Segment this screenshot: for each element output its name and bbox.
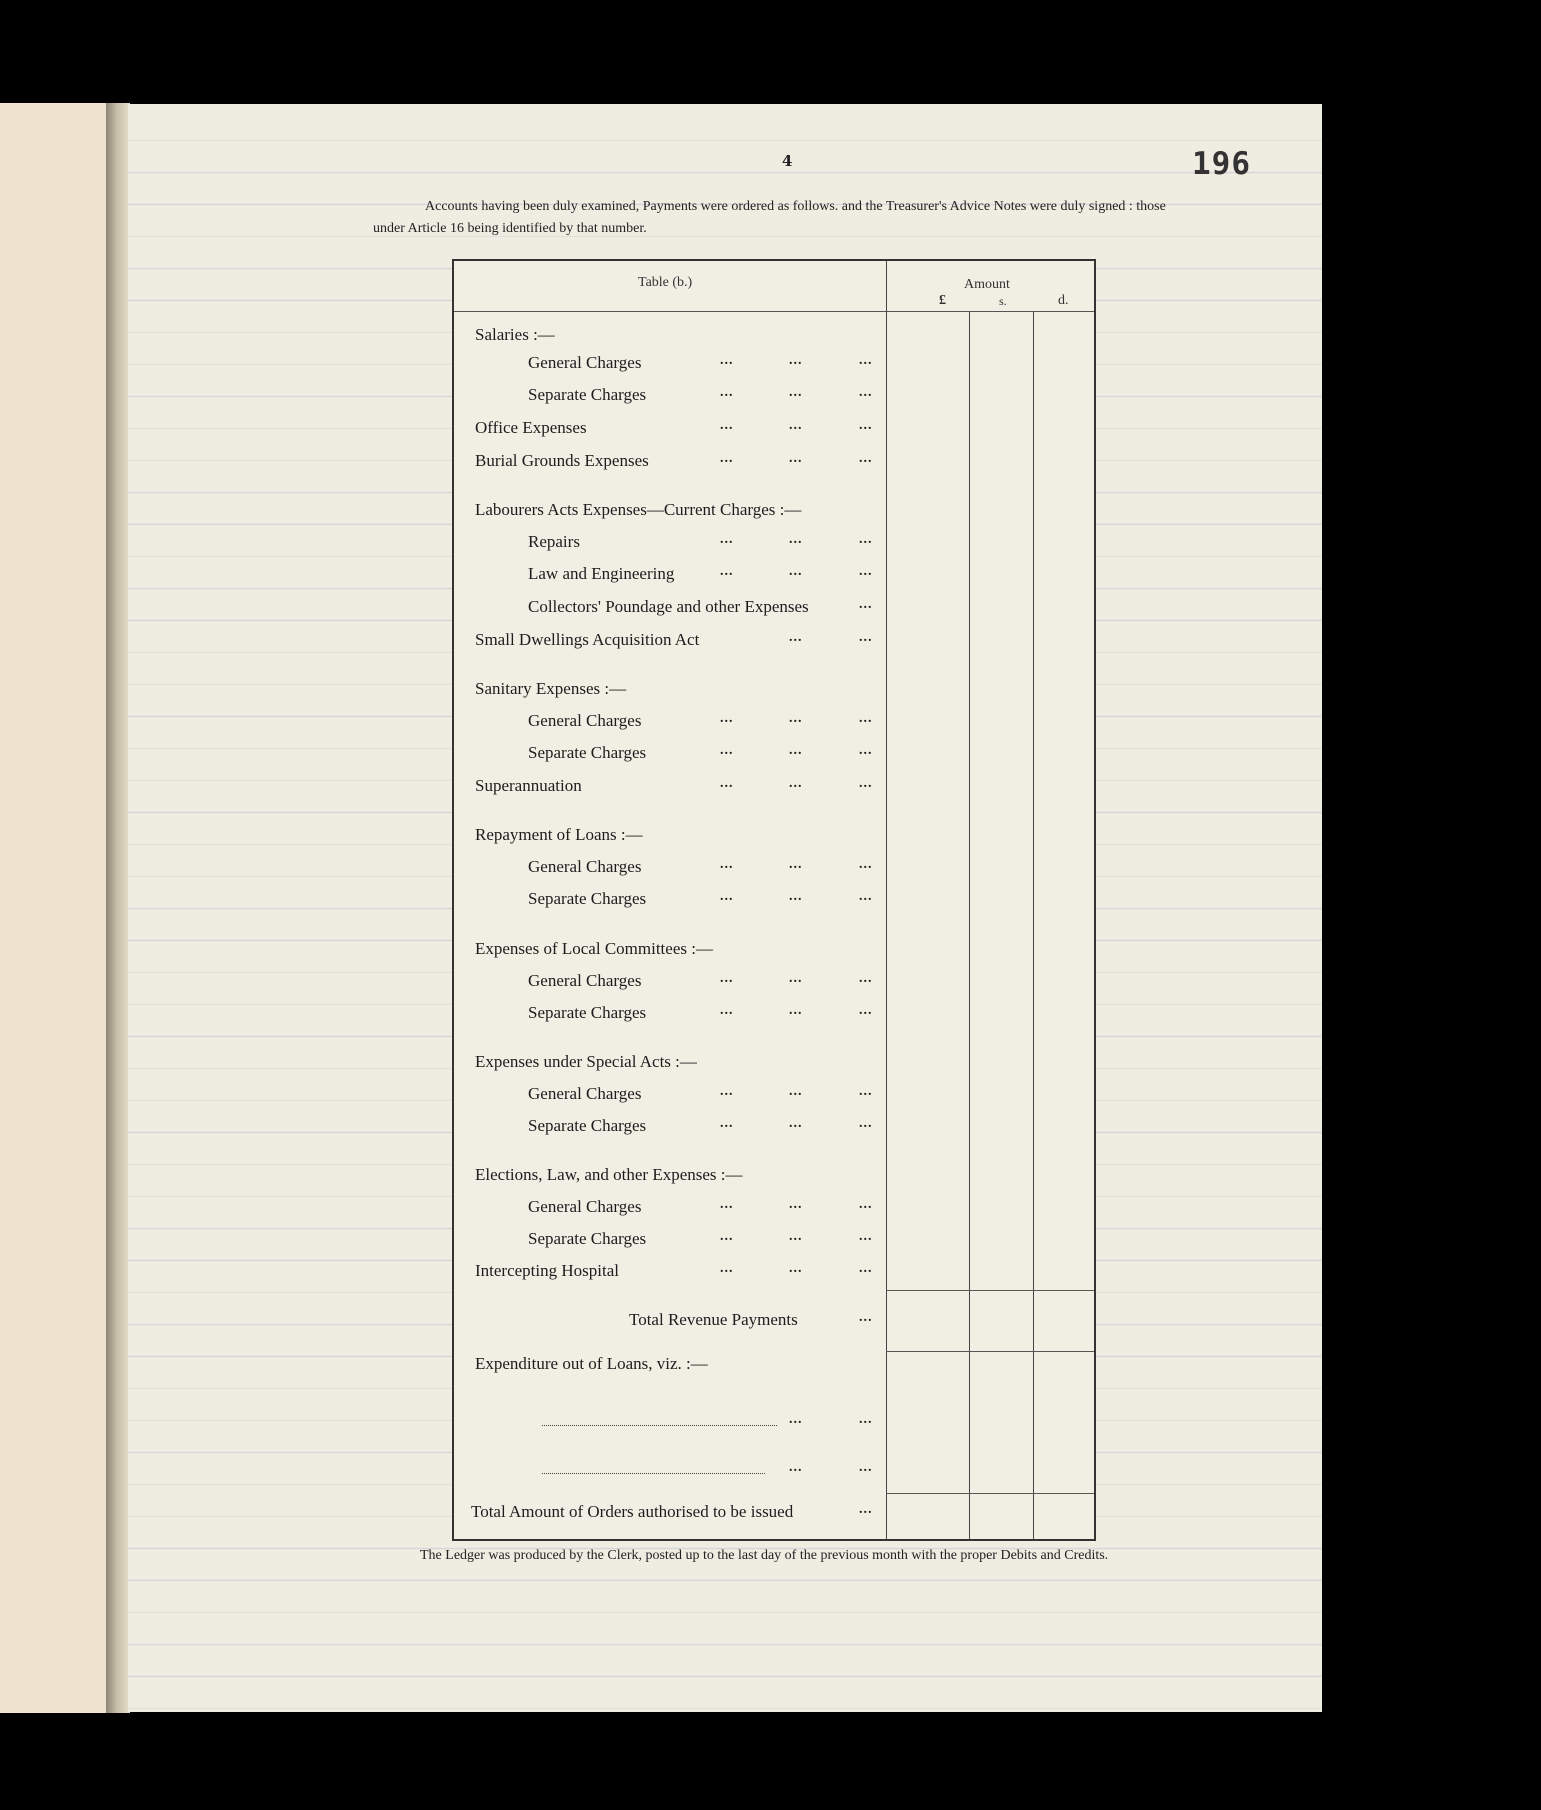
row-label: Superannuation bbox=[475, 776, 582, 795]
row-label: Sanitary Expenses :— bbox=[475, 679, 627, 698]
leader-dots: ... bbox=[789, 1197, 803, 1212]
table-row bbox=[454, 1165, 886, 1189]
row-label: General Charges bbox=[528, 1084, 642, 1103]
row-label: Separate Charges bbox=[528, 385, 647, 404]
table-row bbox=[454, 1261, 886, 1285]
leader-dots: ... bbox=[720, 418, 734, 433]
leader-dots: ... bbox=[859, 857, 873, 872]
table-row bbox=[454, 1197, 886, 1221]
leader-dots: ... bbox=[789, 564, 803, 579]
subtotal-rule-bottom bbox=[886, 1351, 1094, 1352]
leader-dots: ... bbox=[789, 532, 803, 547]
table-row bbox=[454, 451, 886, 475]
leader-dots: ... bbox=[789, 1261, 803, 1276]
closing-paragraph: The Ledger was produced by the Clerk, posted up to the last day of the previous month with the proper Debits and Credits. bbox=[420, 1548, 1109, 1563]
table-row bbox=[454, 385, 886, 409]
row-label: Intercepting Hospital bbox=[475, 1261, 619, 1280]
leader-dots: ... bbox=[859, 1310, 873, 1325]
leader-dots: ... bbox=[720, 971, 734, 986]
leader-dots: ... bbox=[720, 532, 734, 547]
leader-dots: ... bbox=[720, 1084, 734, 1099]
table-row bbox=[454, 1003, 886, 1027]
pounds-shillings-divider bbox=[969, 311, 970, 1539]
leader-dots: ... bbox=[859, 564, 873, 579]
book-gutter bbox=[106, 103, 130, 1713]
table-row bbox=[454, 564, 886, 588]
blank-entry-line bbox=[542, 1472, 765, 1474]
table-row bbox=[454, 1084, 886, 1108]
row-label: Expenses under Special Acts :— bbox=[475, 1052, 697, 1071]
leader-dots: ... bbox=[859, 971, 873, 986]
leader-dots: ... bbox=[720, 889, 734, 904]
row-label: Small Dwellings Acquisition Act bbox=[475, 630, 700, 649]
table-row bbox=[454, 711, 886, 735]
table-row bbox=[454, 353, 886, 377]
table-row bbox=[454, 776, 886, 800]
leader-dots: ... bbox=[789, 971, 803, 986]
subtotal-rule-top bbox=[886, 1290, 1094, 1291]
leader-dots: ... bbox=[859, 1003, 873, 1018]
row-label: Salaries :— bbox=[475, 325, 555, 344]
row-label: Burial Grounds Expenses bbox=[475, 451, 649, 470]
table-row bbox=[454, 889, 886, 913]
leader-dots: ... bbox=[789, 889, 803, 904]
pence-header: d. bbox=[1058, 293, 1069, 308]
left-page bbox=[0, 103, 116, 1713]
table-row bbox=[454, 630, 886, 654]
leader-dots: ... bbox=[720, 385, 734, 400]
table-row bbox=[454, 971, 886, 995]
leader-dots: ... bbox=[789, 857, 803, 872]
leader-dots: ... bbox=[859, 743, 873, 758]
leader-dots: ... bbox=[859, 1261, 873, 1276]
leader-dots: ... bbox=[789, 1412, 803, 1427]
amount-column-divider bbox=[886, 261, 887, 1539]
leader-dots: ... bbox=[720, 1116, 734, 1131]
row-label: Law and Engineering bbox=[528, 564, 675, 583]
leader-dots: ... bbox=[720, 1003, 734, 1018]
table-row bbox=[454, 597, 886, 621]
total-revenue-row bbox=[454, 1310, 886, 1334]
row-label: General Charges bbox=[528, 857, 642, 876]
row-label: Separate Charges bbox=[528, 743, 647, 762]
row-label: Total Revenue Payments bbox=[629, 1310, 798, 1329]
leader-dots: ... bbox=[859, 711, 873, 726]
table-row bbox=[454, 418, 886, 442]
leader-dots: ... bbox=[789, 1003, 803, 1018]
page-number: 4 bbox=[782, 152, 793, 170]
blank-entry-line bbox=[542, 1424, 777, 1426]
row-label: Repayment of Loans :— bbox=[475, 825, 643, 844]
row-label: Separate Charges bbox=[528, 1229, 647, 1248]
table-row bbox=[454, 825, 886, 849]
leader-dots: ... bbox=[789, 385, 803, 400]
leader-dots: ... bbox=[859, 353, 873, 368]
leader-dots: ... bbox=[859, 1084, 873, 1099]
table-row bbox=[454, 743, 886, 767]
row-label: Labourers Acts Expenses—Current Charges :— bbox=[475, 500, 802, 519]
leader-dots: ... bbox=[859, 1197, 873, 1212]
payments-table bbox=[452, 259, 1096, 1541]
amount-header: Amount bbox=[964, 277, 1010, 292]
leader-dots: ... bbox=[859, 1116, 873, 1131]
leader-dots: ... bbox=[789, 743, 803, 758]
leader-dots: ... bbox=[720, 1197, 734, 1212]
row-label: General Charges bbox=[528, 1197, 642, 1216]
leader-dots: ... bbox=[789, 630, 803, 645]
folio-number: 196 bbox=[1192, 146, 1251, 182]
leader-dots: ... bbox=[859, 418, 873, 433]
leader-dots: ... bbox=[720, 564, 734, 579]
leader-dots: ... bbox=[859, 1412, 873, 1427]
intro-paragraph: Accounts having been duly examined, Payments were ordered as follows. and the Treasurer's Advice Notes were duly signed : those under Article 16 being identified by that number. bbox=[373, 199, 1166, 236]
leader-dots: ... bbox=[859, 1460, 873, 1475]
table-title: Table (b.) bbox=[638, 275, 693, 290]
table-row bbox=[454, 325, 886, 349]
row-label: Total Amount of Orders authorised to be issued bbox=[471, 1502, 794, 1521]
leader-dots: ... bbox=[859, 385, 873, 400]
leader-dots: ... bbox=[720, 1229, 734, 1244]
row-label: Separate Charges bbox=[528, 1003, 647, 1022]
leader-dots: ... bbox=[789, 1460, 803, 1475]
total-rule bbox=[886, 1493, 1094, 1494]
row-label: Elections, Law, and other Expenses :— bbox=[475, 1165, 743, 1184]
leader-dots: ... bbox=[789, 711, 803, 726]
row-label: General Charges bbox=[528, 711, 642, 730]
leader-dots: ... bbox=[859, 1229, 873, 1244]
leader-dots: ... bbox=[789, 353, 803, 368]
leader-dots: ... bbox=[859, 597, 873, 612]
table-row bbox=[454, 1116, 886, 1140]
leader-dots: ... bbox=[859, 889, 873, 904]
row-label: Separate Charges bbox=[528, 1116, 647, 1135]
leader-dots: ... bbox=[859, 630, 873, 645]
leader-dots: ... bbox=[789, 451, 803, 466]
table-row bbox=[454, 857, 886, 881]
total-orders-row bbox=[454, 1502, 886, 1526]
row-label: Collectors' Poundage and other Expenses bbox=[528, 597, 809, 616]
leader-dots: ... bbox=[720, 776, 734, 791]
leader-dots: ... bbox=[859, 776, 873, 791]
row-label: General Charges bbox=[528, 353, 642, 372]
table-row bbox=[454, 532, 886, 556]
row-label: General Charges bbox=[528, 971, 642, 990]
shillings-header: s. bbox=[999, 294, 1007, 308]
leader-dots: ... bbox=[789, 1116, 803, 1131]
table-row bbox=[454, 500, 886, 524]
loan-entry-row bbox=[454, 1412, 886, 1436]
pounds-header: £ bbox=[939, 293, 946, 308]
leader-dots: ... bbox=[720, 353, 734, 368]
row-label: Repairs bbox=[528, 532, 580, 551]
table-row bbox=[454, 1354, 886, 1378]
row-label: Office Expenses bbox=[475, 418, 587, 437]
leader-dots: ... bbox=[789, 1084, 803, 1099]
row-label: Expenditure out of Loans, viz. :— bbox=[475, 1354, 708, 1373]
loan-entry-row bbox=[454, 1460, 886, 1484]
leader-dots: ... bbox=[720, 451, 734, 466]
leader-dots: ... bbox=[789, 776, 803, 791]
table-row bbox=[454, 1052, 886, 1076]
table-row bbox=[454, 1229, 886, 1253]
leader-dots: ... bbox=[789, 1229, 803, 1244]
table-header bbox=[454, 261, 1094, 312]
row-label: Separate Charges bbox=[528, 889, 647, 908]
leader-dots: ... bbox=[789, 418, 803, 433]
leader-dots: ... bbox=[720, 857, 734, 872]
leader-dots: ... bbox=[720, 711, 734, 726]
leader-dots: ... bbox=[720, 1261, 734, 1276]
shillings-pence-divider bbox=[1033, 311, 1034, 1539]
leader-dots: ... bbox=[859, 1502, 873, 1517]
leader-dots: ... bbox=[859, 532, 873, 547]
leader-dots: ... bbox=[859, 451, 873, 466]
table-row bbox=[454, 679, 886, 703]
table-row bbox=[454, 939, 886, 963]
row-label: Expenses of Local Committees :— bbox=[475, 939, 713, 958]
leader-dots: ... bbox=[720, 743, 734, 758]
